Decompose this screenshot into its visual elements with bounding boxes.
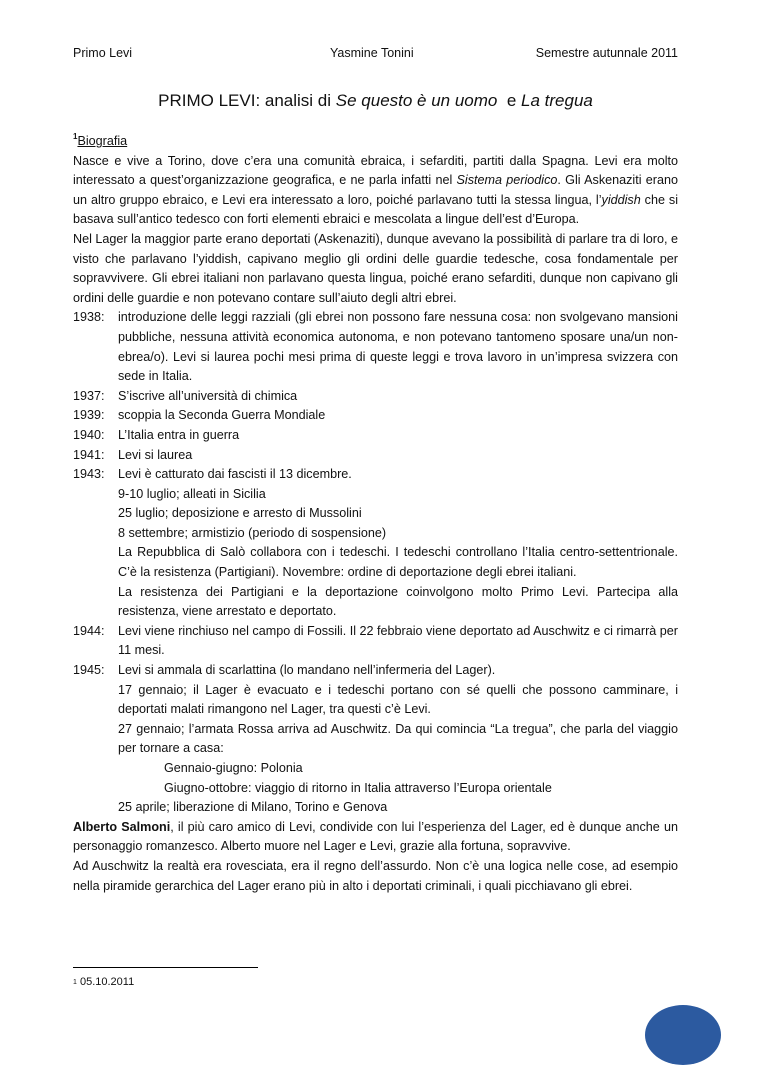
footnote-text: 05.10.2011 (76, 976, 135, 988)
paragraph-2: Nel Lager la maggior parte erano deportati (Askenaziti), dunque avevano la possibilità di parlare tra di loro, e visto che parlavano l’yiddish, capivano meglio gli ordini delle guardie tedesche, cosa fondamentale per sopravvivere. Gli ebrei italiani non parlavano questa lingua, poiché erano sefarditi, dunque non capivano gli ordini delle guardie e non potevano contare sull’aiuto degli altri ebrei. (73, 231, 678, 305)
header-center: Yasmine Tonini (330, 46, 414, 60)
timeline-row (73, 406, 678, 426)
timeline-subsubitem: Gennaio-giugno: Polonia (164, 761, 303, 775)
timeline-row (73, 446, 678, 466)
title-work-1: Se questo è un uomo (335, 91, 498, 110)
timeline-year: 1937: (73, 388, 105, 403)
timeline-text: Levi si laurea (118, 447, 193, 462)
timeline-subitem: 27 gennaio; l’armata Rossa arriva ad Auschwitz. Da qui comincia “La tregua”, che parla del viaggio per tornare a casa: (118, 721, 678, 756)
timeline-year: 1944: (73, 623, 105, 638)
timeline-subsubitem: Giugno-ottobre: viaggio di ritorno in Italia attraverso l’Europa orientale (164, 780, 552, 795)
footnote-separator (73, 967, 258, 968)
section-heading-text: Biografia (77, 134, 128, 148)
timeline-row (73, 308, 678, 386)
header-left: Primo Levi (73, 46, 133, 60)
footnote (73, 973, 134, 993)
timeline-text: Levi si ammala di scarlattina (lo mandano nell’infermeria del Lager). (118, 663, 496, 678)
timeline-row (73, 661, 678, 681)
title-prefix: PRIMO LEVI: analisi di (158, 91, 336, 110)
document-title (73, 91, 678, 111)
paragraph-1-italic-yiddish: yiddish (601, 192, 641, 207)
paragraph-3-name: Alberto Salmoni (73, 819, 171, 834)
section-heading (73, 132, 678, 152)
paragraph-1-text-e: che si basava sull’antico tedesco con forti elementi ebraici e mescolata a lingue dell’est d’Europa. (73, 192, 678, 227)
timeline-text: Levi viene rinchiuso nel campo di Fossili. Il 22 febbraio viene deportato ad Auschwitz e ci rimarrà per 11 mesi. (118, 623, 679, 658)
timeline-subitem: La Repubblica di Salò collabora con i tedeschi. I tedeschi controllano l’Italia centro-settentrionale. C’è la resistenza (Partigiani). Novembre: ordine di deportazione degli ebrei italiani. (118, 545, 678, 580)
timeline-row (73, 465, 678, 485)
timeline-year: 1941: (73, 447, 105, 462)
paragraph-1-text-a: Nasce e vive a Torino, dove c’era una comunità ebraica, i sefarditi, partiti dalla Spagna. Levi era molto interessato a quest’organizzazione geografica, e ne parla infatti nel (73, 153, 678, 188)
paragraph-4: Ad Auschwitz la realtà era rovesciata, era il regno dell’assurdo. Non c’è una logica nelle cose, ad esempio nella piramide gerarchica del Lager erano più in alto i deportati criminali, i quali picchiavano gli ebrei. (73, 858, 678, 893)
timeline-year: 1940: (73, 427, 105, 442)
timeline-year: 1945: (73, 663, 105, 678)
timeline-row (73, 622, 678, 661)
timeline-text: scoppia la Seconda Guerra Mondiale (118, 408, 326, 423)
timeline-year: 1938: (73, 310, 105, 325)
paragraph-1-text-c: . Gli Askenaziti erano un altro gruppo ebraico, e Levi era interessato a loro, poiché parlavano tutti la stessa lingua, l’ (73, 173, 678, 207)
paragraph-1 (73, 152, 678, 230)
title-mid: e (497, 91, 522, 110)
page-header (73, 44, 678, 64)
timeline-row (73, 426, 678, 446)
timeline-subitem: 17 gennaio; il Lager è evacuato e i tedeschi portano con sé quelli che possono camminare, i deportati malati rimangono nel Lager, tra questi c’è Levi. (118, 682, 678, 717)
timeline-subitem: 25 luglio; deposizione e arresto di Mussolini (118, 506, 362, 521)
document-body (73, 132, 678, 896)
timeline (73, 308, 678, 817)
paragraph-3-text: , il più caro amico di Levi, condivide con lui l’esperienza del Lager, ed è dunque anche un personaggio romanzesco. Alberto muore nel Lager e Levi, grazie alla fortuna, sopravvive. (73, 819, 678, 854)
paragraph-1-italic-title: Sistema periodico (456, 173, 558, 188)
timeline-subitem: 9-10 luglio; alleati in Sicilia (118, 486, 266, 501)
timeline-text: S’iscrive all’università di chimica (118, 388, 298, 403)
header-right: Semestre autunnale 2011 (535, 46, 678, 60)
timeline-text: introduzione delle leggi razziali (gli ebrei non possono fare nessuna cosa: non svolgevano mansioni pubbliche, nessuna attività economica autonoma, e non potevano tantomeno sposare una/un non-ebrea/o). Levi si laurea pochi mesi prima di queste leggi e trova lavoro in un’impresa svizzera con sede in Italia. (118, 310, 678, 384)
paragraph-3 (73, 818, 678, 857)
section-footnote-mark: 1 (73, 132, 78, 141)
footnote-mark: 1 (73, 979, 77, 986)
timeline-subitem: 8 settembre; armistizio (periodo di sospensione) (118, 525, 387, 540)
timeline-subitem: 25 aprile; liberazione di Milano, Torino e Genova (118, 800, 388, 815)
timeline-subitem: La resistenza dei Partigiani e la deportazione coinvolgono molto Primo Levi. Partecipa alla resistenza, viene arrestato e deportato. (118, 584, 678, 619)
timeline-year: 1943: (73, 467, 105, 482)
timeline-text: Levi è catturato dai fascisti il 13 dicembre. (118, 467, 352, 482)
timeline-text: L’Italia entra in guerra (118, 427, 240, 442)
corner-decoration (645, 1005, 721, 1065)
timeline-year: 1939: (73, 408, 105, 423)
timeline-row (73, 387, 678, 407)
title-work-2: La tregua (521, 91, 593, 110)
